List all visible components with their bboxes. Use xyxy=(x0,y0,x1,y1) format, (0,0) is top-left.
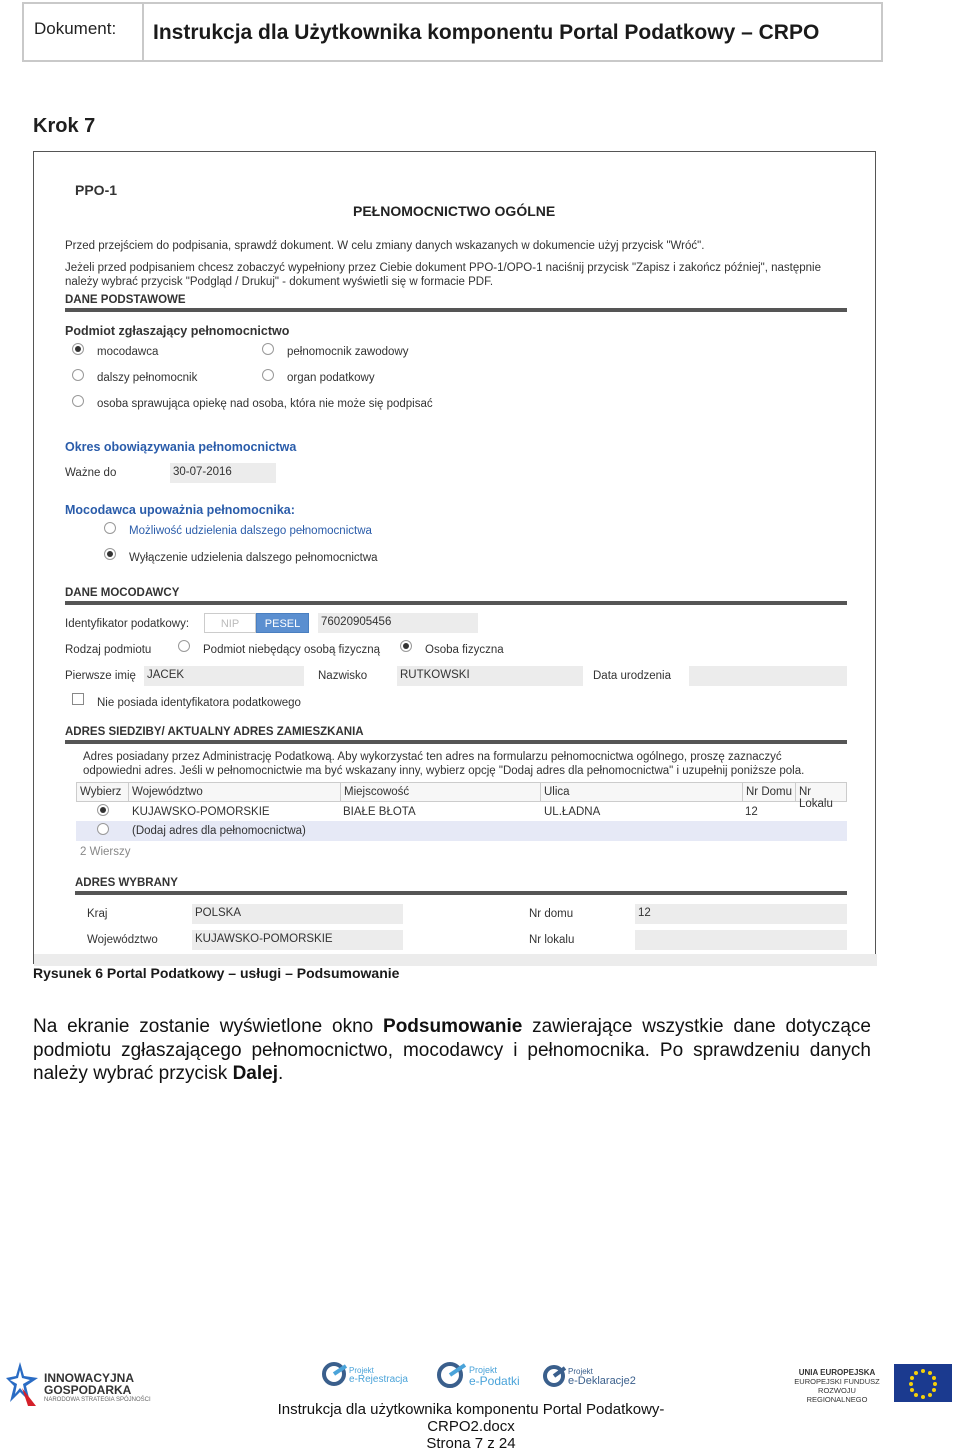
radio-dalszy-pelnomocnik[interactable] xyxy=(72,369,84,381)
valid-until-field[interactable] xyxy=(170,463,276,483)
firstname-label: Pierwsze imię xyxy=(65,670,136,682)
flat-no-label: Nr lokalu xyxy=(529,934,575,946)
logo4-big: e-Deklaracje2 xyxy=(568,1375,636,1387)
label-auth-allow: Możliwość udzielenia dalszego pełnomocnictwa xyxy=(129,525,372,537)
eu-text-logo xyxy=(787,1368,887,1404)
voivodeship-label: Województwo xyxy=(87,934,158,946)
form-title: PEŁNOMOCNICTWO OGÓLNE xyxy=(353,203,556,219)
paragraph-text: zawierające wszystkie dane dotyczące podmiotu zgłaszającego pełnomocnictwo, mocodawcy i pełnomocnika. Po sprawdzeniu danych należy wybrać przycisk xyxy=(33,1016,872,1084)
label-auth-exclude: Wyłączenie udzielenia dalszego pełnomocnictwa xyxy=(129,552,378,564)
label-mocodawca: mocodawca xyxy=(97,346,159,358)
radio-auth-exclude[interactable] xyxy=(104,548,116,560)
house-no-label: Nr domu xyxy=(529,908,574,920)
e-podatki-icon xyxy=(437,1362,467,1388)
eu-line1: UNIA EUROPEJSKA xyxy=(798,1368,876,1377)
logo1-line2: GOSPODARKA xyxy=(44,1383,132,1397)
logo1-line1: INNOWACYJNA xyxy=(44,1371,135,1385)
radio-pelnomocnik-zawodowy[interactable] xyxy=(262,343,274,355)
form-code: PPO-1 xyxy=(75,182,118,198)
e-deklaracje-logo xyxy=(543,1364,638,1392)
logo2-small: Projekt xyxy=(349,1366,374,1375)
innowacyjna-gospodarka-logo xyxy=(6,1362,156,1410)
page-footer xyxy=(236,1401,706,1452)
form-screenshot xyxy=(33,151,876,964)
validity-heading: Okres obowiązywania pełnomocnictwa xyxy=(65,440,297,454)
tax-id-field[interactable] xyxy=(318,613,478,633)
house-no-field[interactable] xyxy=(635,904,847,924)
table-row-count: 2 Wierszy xyxy=(80,846,131,858)
voivodeship-value: KUJAWSKO-POMORSKIE xyxy=(195,933,333,945)
paragraph-bold-next: Dalej xyxy=(232,1063,278,1084)
footer-page-number: Strona 7 z 24 xyxy=(426,1435,516,1452)
star-logo-icon xyxy=(6,1362,42,1408)
document-header xyxy=(22,2,883,62)
e-rejestracja-icon xyxy=(322,1362,348,1386)
paragraph-text: Na ekranie zostanie wyświetlone okno xyxy=(33,1016,384,1037)
section-chosen-address: ADRES WYBRANY xyxy=(75,877,178,889)
figure-caption: Rysunek 6 Portal Podatkowy – usługi – Podsumowanie xyxy=(33,965,400,981)
surname-label: Nazwisko xyxy=(318,670,368,682)
nip-segment-button[interactable]: NIP xyxy=(204,613,256,633)
e-deklaracje-icon xyxy=(543,1364,567,1388)
radio-non-natural-person[interactable] xyxy=(178,640,190,652)
birthdate-field[interactable] xyxy=(689,666,847,686)
intro-text-2a: Jeżeli przed podpisaniem chcesz zobaczyć wypełniony przez Ciebie dokument PPO-1/OPO-1 naciśnij przycisk "Zapisz i zakończ później", następnie xyxy=(65,262,822,274)
label-organ-podatkowy: organ podatkowy xyxy=(287,372,375,384)
surname-field[interactable] xyxy=(397,666,583,686)
section-basic-data: DANE PODSTAWOWE xyxy=(65,294,186,306)
no-tax-id-checkbox[interactable] xyxy=(72,693,84,705)
radio-mocodawca[interactable] xyxy=(72,343,84,355)
paragraph-text: . xyxy=(277,1063,284,1084)
section-rule xyxy=(75,891,847,895)
country-value: POLSKA xyxy=(195,907,242,919)
paragraph-bold-summary: Podsumowanie xyxy=(383,1016,523,1037)
radio-organ-podatkowy[interactable] xyxy=(262,369,274,381)
tax-id-label: Identyfikator podatkowy: xyxy=(65,618,190,630)
column-header-flat-no[interactable]: Nr Lokalu xyxy=(799,786,833,810)
eu-stars-icon xyxy=(894,1364,952,1402)
address-table-header xyxy=(76,782,847,810)
e-rejestracja-logo xyxy=(322,1362,417,1390)
column-header-city[interactable]: Miejscowość xyxy=(341,783,541,801)
radio-add-address[interactable] xyxy=(97,823,109,835)
radio-address-row-1[interactable] xyxy=(97,804,109,816)
valid-until-value: 30-07-2016 xyxy=(173,466,232,478)
firstname-value: JACEK xyxy=(147,669,185,681)
intro-text-2b: należy wybrać przycisk "Podgląd / Drukuj" - dokument wyświetli się w formacie PDF. xyxy=(65,276,494,288)
section-mocodawca: DANE MOCODAWCY xyxy=(65,587,180,599)
intro-text-1: Przed przejściem do podpisania, sprawdź dokument. W celu zmiany danych wskazanych w dokumencie użyj przycisk "Wróć". xyxy=(65,240,705,252)
country-label: Kraj xyxy=(87,908,108,920)
entity-type-label: Rodzaj podmiotu xyxy=(65,644,152,656)
country-field[interactable] xyxy=(192,904,403,924)
pesel-segment-button[interactable]: PESEL xyxy=(256,613,309,633)
logo3-small: Projekt xyxy=(469,1365,498,1375)
logo3-big: e-Podatki xyxy=(469,1374,520,1388)
logo4-small: Projekt xyxy=(568,1367,593,1376)
eu-line2: EUROPEJSKI FUNDUSZ xyxy=(794,1377,880,1386)
footer-filename: Instrukcja dla użytkownika komponentu Portal Podatkowy-CRPO2.docx xyxy=(277,1401,665,1435)
surname-value: RUTKOWSKI xyxy=(400,669,470,681)
flat-no-field[interactable] xyxy=(635,930,847,950)
column-header-voivodeship[interactable]: Województwo xyxy=(129,783,341,801)
voivodeship-field[interactable] xyxy=(192,930,403,950)
radio-osoba-opieka[interactable] xyxy=(72,395,84,407)
radio-natural-person[interactable] xyxy=(400,640,412,652)
table-cell-street: UL.ŁADNA xyxy=(544,806,601,818)
tax-id-value: 76020905456 xyxy=(321,616,392,628)
subject-heading: Podmiot zgłaszający pełnomocnictwo xyxy=(65,324,290,338)
label-non-natural-person: Podmiot niebędący osobą fizyczną xyxy=(203,644,381,656)
birthdate-label: Data urodzenia xyxy=(593,670,671,682)
section-address: ADRES SIEDZIBY/ AKTUALNY ADRES ZAMIESZKANIA xyxy=(65,726,364,738)
e-podatki-logo xyxy=(437,1362,532,1390)
table-cell-voivodeship: KUJAWSKO-POMORSKIE xyxy=(132,806,270,818)
no-tax-id-label: Nie posiada identyfikatora podatkowego xyxy=(97,697,301,709)
valid-until-label: Ważne do xyxy=(65,467,117,479)
address-note-2: odpowiedni adres. Jeśli w pełnomocnictwie ma być wskazany inny, wybierz opcję "Dodaj adres dla pełnomocnictwa" i uzupełnij poniższe pola. xyxy=(83,765,805,777)
logo1-line3: NARODOWA STRATEGIA SPÓJNOŚCI xyxy=(44,1397,151,1403)
label-dalszy-pelnomocnik: dalszy pełnomocnik xyxy=(97,372,198,384)
document-label: Dokument: xyxy=(24,4,144,60)
logo2-big: e-Rejestracja xyxy=(349,1374,408,1385)
table-cell-add-address: (Dodaj adres dla pełnomocnictwa) xyxy=(132,825,306,837)
column-header-street[interactable]: Ulica xyxy=(541,783,743,801)
section-rule xyxy=(65,308,847,312)
authorization-heading: Mocodawca upoważnia pełnomocnika: xyxy=(65,503,295,517)
step-title: Krok 7 xyxy=(33,115,96,137)
section-rule xyxy=(65,740,847,744)
house-no-value: 12 xyxy=(638,907,651,919)
column-header-house-no[interactable]: Nr Domu xyxy=(743,783,796,801)
table-cell-city: BIAŁE BŁOTA xyxy=(343,806,416,818)
radio-auth-allow[interactable] xyxy=(104,522,116,534)
section-rule xyxy=(65,601,847,605)
firstname-field[interactable] xyxy=(144,666,304,686)
label-pelnomocnik-zawodowy: pełnomocnik zawodowy xyxy=(287,346,409,358)
label-natural-person: Osoba fizyczna xyxy=(425,644,504,656)
document-title: Instrukcja dla Użytkownika komponentu Portal Podatkowy – CRPO xyxy=(153,21,820,44)
eu-line3: ROZWOJU REGIONALNEGO xyxy=(806,1386,868,1404)
eu-flag-icon xyxy=(894,1364,952,1402)
label-osoba-opieka: osoba sprawująca opiekę nad osoba, która nie może się podpisać xyxy=(97,398,433,410)
body-paragraph xyxy=(33,1015,871,1086)
table-cell-house-no: 12 xyxy=(745,806,758,818)
address-note-1: Adres posiadany przez Administrację Podatkową. Aby wykorzystać ten adres na formularzu pełnomocnictwa ogólnego, proszę zaznaczyć xyxy=(83,751,782,763)
column-header-select[interactable]: Wybierz xyxy=(77,783,129,801)
